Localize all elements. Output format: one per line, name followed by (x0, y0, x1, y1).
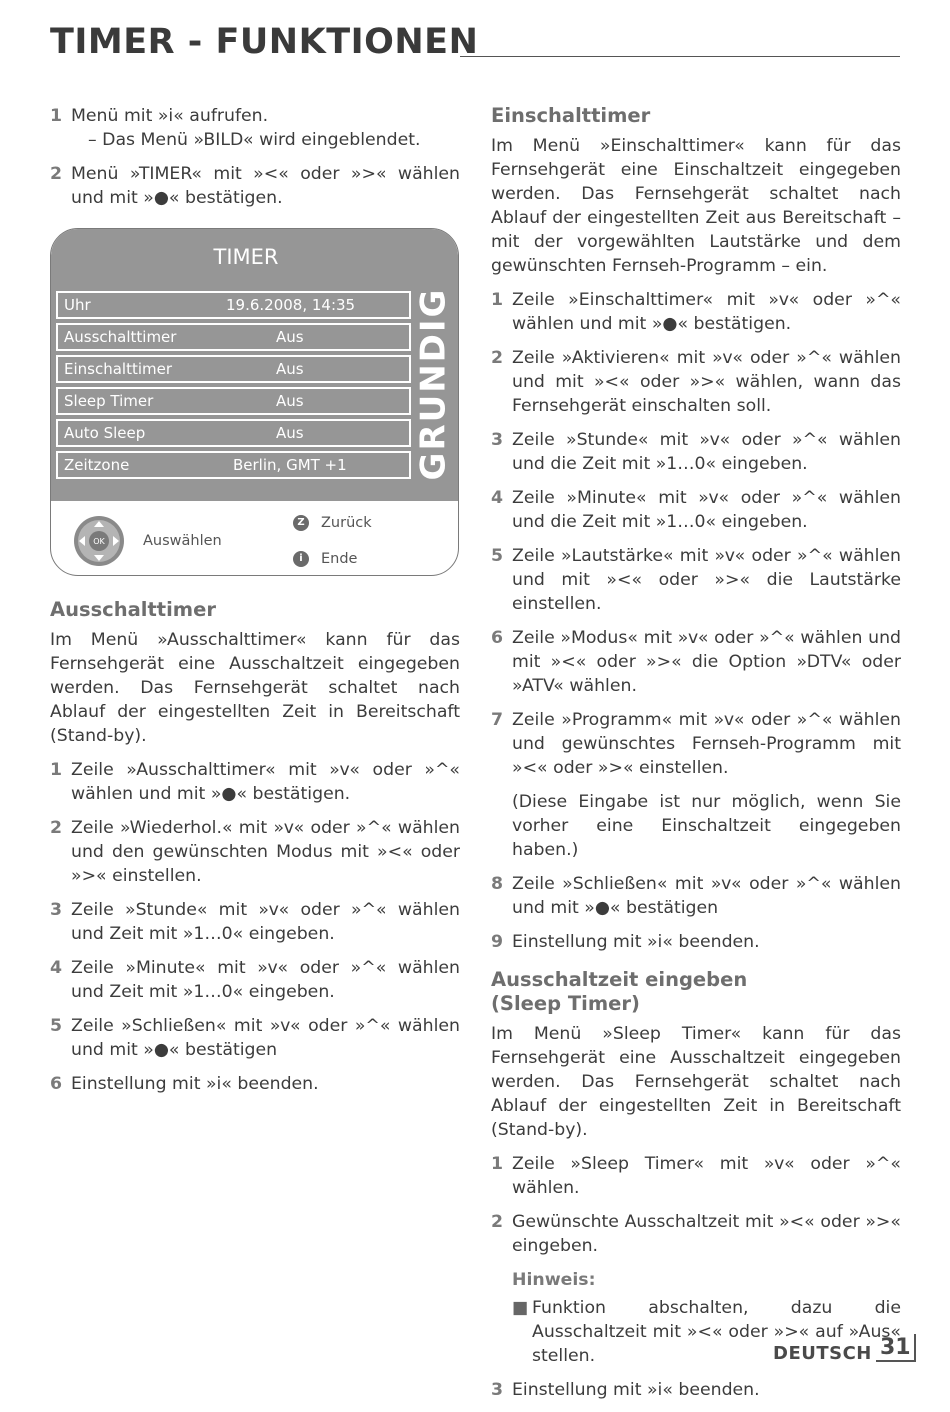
section-heading-ausschalttimer: Ausschalttimer (50, 598, 216, 621)
step-number: 1 (491, 1154, 504, 1174)
z-key-icon: Z (293, 515, 309, 531)
ok-label: OK (93, 537, 105, 546)
step-number: 4 (491, 488, 504, 508)
tv-menu-row (56, 419, 411, 447)
list-item (491, 930, 901, 954)
title-rule (460, 56, 900, 57)
step-number: 6 (491, 628, 504, 648)
square-bullet-icon: ■ (512, 1298, 529, 1318)
page-header (50, 22, 900, 62)
step-text: Zeile »Programm« mit »v« oder »^« wählen und gewünschtes Fernseh-Programm mit »<« oder »>« einstellen. (512, 710, 901, 778)
list-item (491, 708, 901, 780)
step-text: Gewünschte Ausschaltzeit mit »<« oder »>« eingeben. (512, 1212, 901, 1256)
row-label: Uhr (64, 296, 91, 314)
step-subtext: – Das Menü »BILD« wird eingeblendet. (88, 130, 421, 150)
tv-menu-row (56, 291, 411, 319)
step-text: Zeile »Minute« mit »v« oder »^« wählen und die Zeit mit »1…0« eingeben. (512, 488, 901, 532)
list-item (491, 288, 901, 336)
step-text: Zeile »Schließen« mit »v« oder »^« wählen und mit »●« bestätigen (512, 874, 901, 918)
list-item (491, 1152, 901, 1200)
tv-menu-row (56, 387, 411, 415)
list-item (491, 1378, 901, 1402)
step-number: 7 (491, 710, 504, 730)
list-item (491, 1210, 901, 1258)
tv-menu-footer (51, 501, 458, 575)
list-item (491, 626, 901, 698)
step-text: Zeile »Stunde« mit »v« oder »^« wählen und die Zeit mit »1…0« eingeben. (512, 430, 901, 474)
section-intro: Im Menü »Einschalttimer« kann für das Fernsehgerät eine Einschaltzeit eingegeben werden. Das Fernsehgerät schaltet nach Ablauf der eingestellten Zeit aus Bereitschaft – mit der vorgewählten Lautstärke und dem gewünschten Fernseh-Programm – ein. (491, 136, 901, 276)
list-item (50, 956, 460, 1004)
tv-menu-title: TIMER (213, 245, 279, 269)
page-title: TIMER - FUNKTIONEN (50, 22, 479, 62)
dpad-icon (73, 515, 125, 567)
list-item (50, 1072, 460, 1096)
list-item (491, 486, 901, 534)
info-key-icon: i (293, 551, 309, 567)
grundig-logo (413, 284, 453, 484)
tv-menu-row (56, 323, 411, 351)
step-number: 2 (50, 818, 63, 838)
row-value: Aus (276, 360, 304, 378)
list-item (50, 898, 460, 946)
footer-language: DEUTSCH (773, 1343, 872, 1364)
step-text: Zeile »Einschalttimer« mit »v« oder »^« wählen und mit »●« bestätigen. (512, 290, 901, 334)
step-text: Zeile »Minute« mit »v« oder »^« wählen und Zeit mit »1…0« eingeben. (71, 958, 460, 1002)
section-heading-einschalttimer: Einschalttimer (491, 104, 651, 127)
step-text: Einstellung mit »i« beenden. (512, 1380, 760, 1400)
row-label: Einschalttimer (64, 360, 173, 378)
step-number: 5 (50, 1016, 63, 1036)
step-number: 9 (491, 932, 504, 952)
step-note: (Diese Eingabe ist nur möglich, wenn Sie vorher eine Einschaltzeit eingegeben haben.) (512, 792, 901, 860)
step-text: Menü mit »i« aufrufen. (71, 106, 269, 126)
row-value: Aus (276, 328, 304, 346)
row-label: Ausschalttimer (64, 328, 177, 346)
step-text: Menü »TIMER« mit »<« oder »>« wählen und mit »●« bestätigen. (71, 164, 460, 208)
left-column (50, 104, 460, 1106)
row-label: Sleep Timer (64, 392, 154, 410)
heading-line: Ausschaltzeit eingeben (491, 968, 748, 991)
select-label: Auswählen (143, 533, 222, 549)
tv-menu-row (56, 355, 411, 383)
step-number: 1 (491, 290, 504, 310)
list-item (491, 872, 901, 920)
list-item (50, 162, 460, 210)
list-item (50, 104, 460, 152)
step-number: 5 (491, 546, 504, 566)
step-number: 2 (491, 348, 504, 368)
tv-menu-rows (56, 291, 411, 483)
page-number: 31 (880, 1335, 911, 1360)
step-number: 4 (50, 958, 63, 978)
hinweis-text: Funktion abschalten, dazu die Ausschaltzeit mit »<« oder »>« auf »Aus« stellen. (532, 1298, 901, 1366)
right-column (491, 104, 901, 1412)
row-value: Berlin, GMT +1 (233, 456, 347, 474)
list-item (491, 544, 901, 616)
brand-text: GRUNDIG (413, 287, 453, 481)
step-text: Zeile »Modus« mit »v« oder »^« wählen und mit »<« oder »>« die Option »DTV« oder »ATV« wählen. (512, 628, 901, 696)
tv-menu-row (56, 451, 411, 479)
row-label: Auto Sleep (64, 424, 146, 442)
section-intro: Im Menü »Sleep Timer« kann für das Fernsehgerät eine Ausschaltzeit eingegeben werden. Das Fernsehgerät schaltet nach Ablauf der eingestellten Zeit in Bereitschaft (Stand-by). (491, 1024, 901, 1140)
heading-line: (Sleep Timer) (491, 992, 640, 1015)
row-value: Aus (276, 424, 304, 442)
step-text: Einstellung mit »i« beenden. (71, 1074, 319, 1094)
row-label: Zeitzone (64, 456, 130, 474)
step-number: 3 (491, 430, 504, 450)
step-number: 1 (50, 106, 63, 126)
list-item (50, 816, 460, 888)
step-number: 3 (50, 900, 63, 920)
section-intro: Im Menü »Ausschalttimer« kann für das Fernsehgerät eine Ausschaltzeit eingegeben werden. Das Fernsehgerät schaltet nach Ablauf der eingestellten Zeit in Bereitschaft (Stand-by). (50, 630, 460, 746)
step-number: 1 (50, 760, 63, 780)
step-text: Zeile »Schließen« mit »v« oder »^« wählen und mit »●« bestätigen (71, 1016, 460, 1060)
step-number: 8 (491, 874, 504, 894)
tv-menu-screenshot (50, 228, 459, 576)
step-number: 6 (50, 1074, 63, 1094)
back-label: Zurück (321, 515, 372, 531)
footer-bracket-vertical (914, 1334, 916, 1362)
step-number: 2 (491, 1212, 504, 1232)
step-text: Zeile »Aktivieren« mit »v« oder »^« wählen und mit »<« oder »>« wählen, wann das Fernsehgerät einschalten soll. (512, 348, 901, 416)
step-text: Einstellung mit »i« beenden. (512, 932, 760, 952)
row-value: 19.6.2008, 14:35 (226, 296, 356, 314)
step-text: Zeile »Stunde« mit »v« oder »^« wählen und Zeit mit »1…0« eingeben. (71, 900, 460, 944)
section-heading-sleep-timer (491, 968, 901, 1016)
footer-bracket-base (876, 1360, 916, 1362)
hinweis-label: Hinweis: (512, 1270, 596, 1290)
step-number: 2 (50, 164, 63, 184)
list-item (50, 1014, 460, 1062)
step-text: Zeile »Ausschalttimer« mit »v« oder »^« wählen und mit »●« bestätigen. (71, 760, 460, 804)
list-item (491, 346, 901, 418)
step-number: 3 (491, 1380, 504, 1400)
step-text: Zeile »Lautstärke« mit »v« oder »^« wählen und mit »<« oder »>« die Lautstärke einstellen. (512, 546, 901, 614)
list-item (491, 428, 901, 476)
list-item (50, 758, 460, 806)
back-hint (293, 511, 372, 535)
end-label: Ende (321, 551, 358, 567)
row-value: Aus (276, 392, 304, 410)
page-footer (770, 1330, 920, 1366)
end-hint (293, 547, 357, 571)
step-text: Zeile »Wiederhol.« mit »v« oder »^« wählen und den gewünschten Modus mit »<« oder »>« einstellen. (71, 818, 460, 886)
step-text: Zeile »Sleep Timer« mit »v« oder »^« wählen. (512, 1154, 901, 1198)
